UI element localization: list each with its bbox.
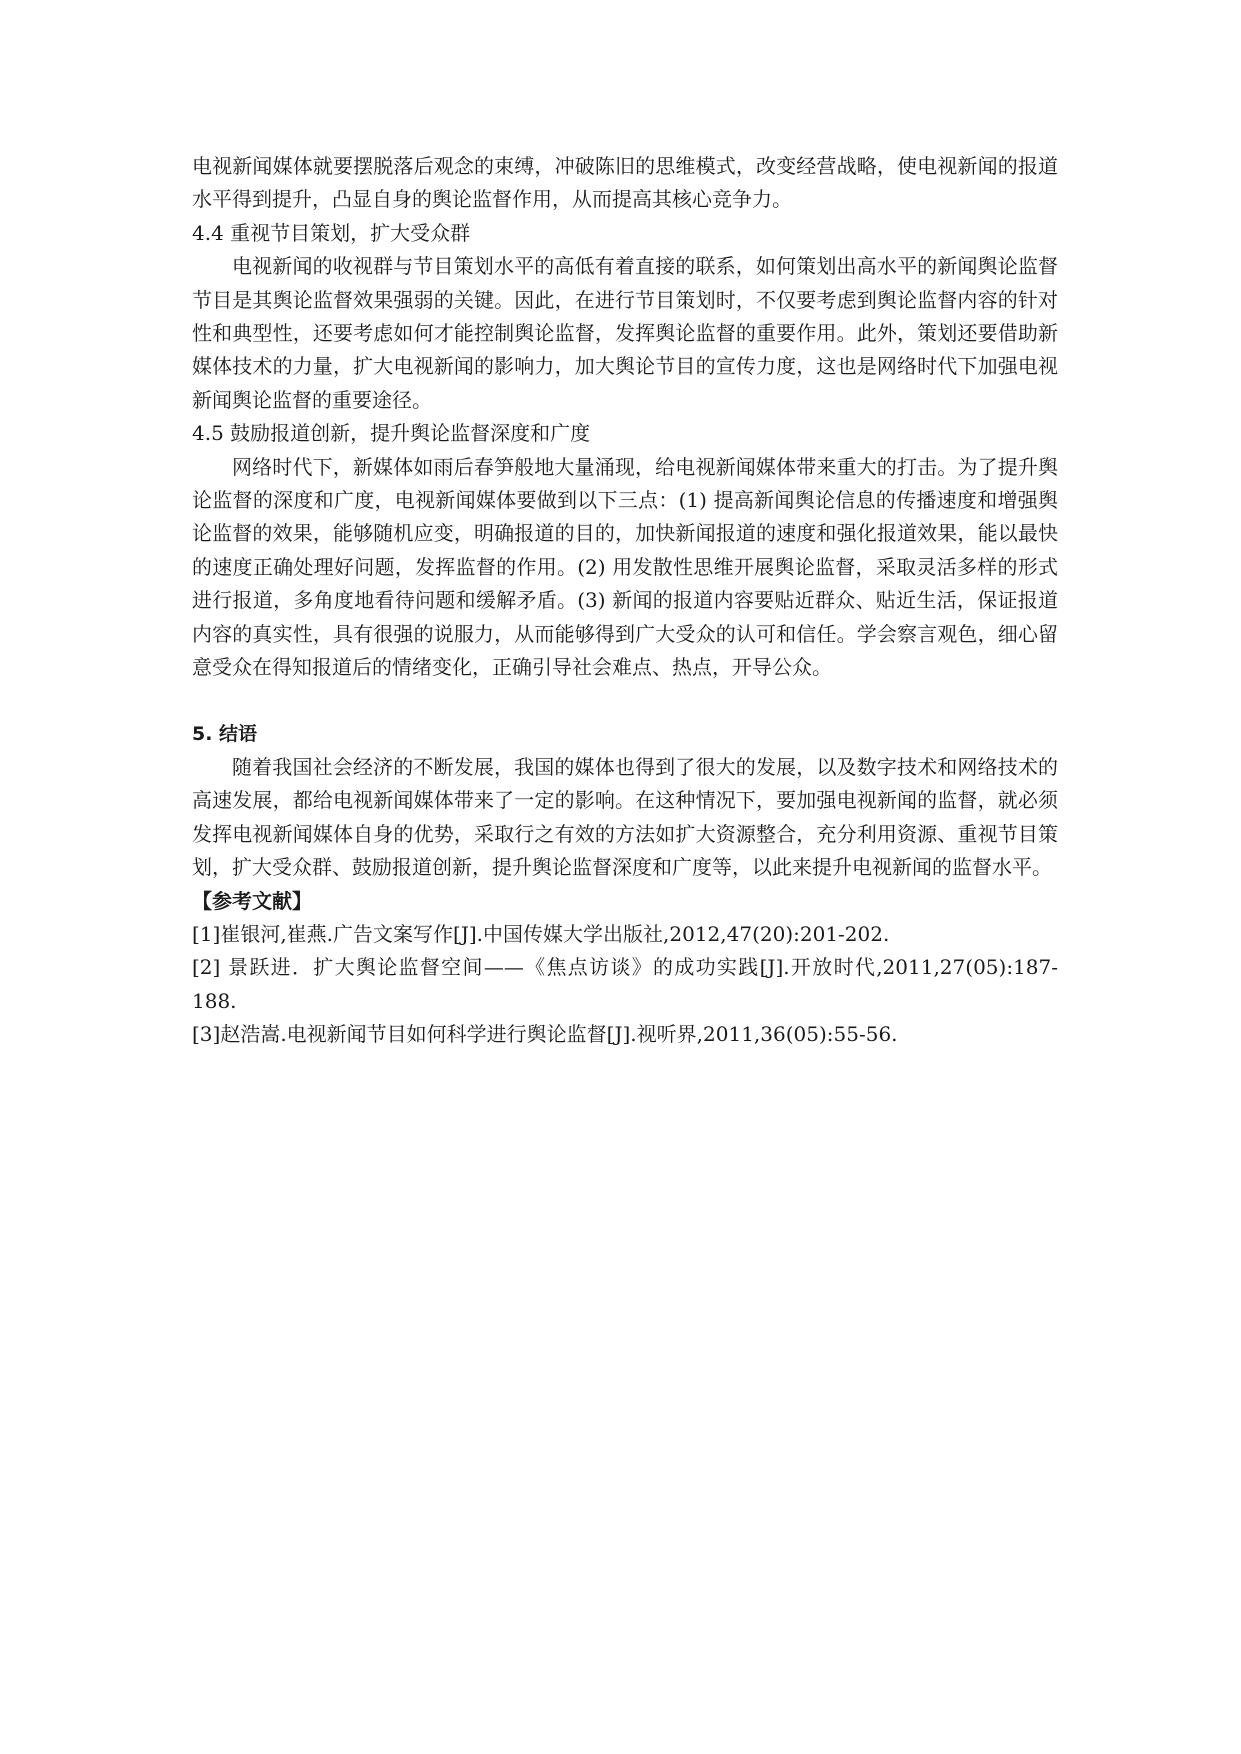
section-4-4-heading: 4.4 重视节目策划，扩大受众群 <box>192 220 471 245</box>
section-5-heading: 5. 结语 <box>192 722 258 745</box>
reference-item-1: [1]崔银河,崔燕.广告文案写作[J].中国传媒大学出版社,2012,47(20):201-202. <box>192 921 890 946</box>
section-5-paragraph: 随着我国社会经济的不断发展，我国的媒体也得到了很大的发展，以及数字技术和网络技术的高速发展，都给电视新闻媒体带来了一定的影响。在这种情况下，要加强电视新闻的监督，就必须发挥电视新闻媒体自身的优势，采取行之有效的方法如扩大资源整合，充分利用资源、重视节目策划，扩大受众群、鼓励报道创新，提升舆论监督深度和广度等，以此来提升电视新闻的监督水平。 <box>192 754 1058 880</box>
reference-item-2: [2] 景跃进．扩大舆论监督空间——《焦点访谈》的成功实践[J].开放时代,2011,27(05):187-188. <box>192 955 1058 1013</box>
references-heading: 【参考文献】 <box>192 888 312 913</box>
continuation-paragraph: 电视新闻媒体就要摆脱落后观念的束缚，冲破陈旧的思维模式，改变经营战略，使电视新闻的报道水平得到提升，凸显自身的舆论监督作用，从而提高其核心竞争力。 <box>192 154 1058 212</box>
page-content <box>192 150 1058 1052</box>
reference-item-3: [3]赵浩嵩.电视新闻节目如何科学进行舆论监督[J].视听界,2011,36(05):55-56. <box>192 1022 898 1047</box>
section-4-5-heading: 4.5 鼓励报道创新，提升舆论监督深度和广度 <box>192 421 591 446</box>
section-4-5-paragraph: 网络时代下，新媒体如雨后春笋般地大量涌现，给电视新闻媒体带来重大的打击。为了提升舆论监督的深度和广度，电视新闻媒体要做到以下三点：(1) 提高新闻舆论信息的传播速度和增强舆论监督的效果，能够随机应变，明确报道的目的，加快新闻报道的速度和强化报道效果，能以最快的速度正确处理好问题，发挥监督的作用。(2) 用发散性思维开展舆论监督，采取灵活多样的形式进行报道，多角度地看待问题和缓解矛盾。(3) 新闻的报道内容要贴近群众、贴近生活，保证报道内容的真实性，具有很强的说服力，从而能够得到广大受众的认可和信任。学会察言观色，细心留意受众在得知报道后的情绪变化，正确引导社会难点、热点，开导公众。 <box>192 454 1058 680</box>
section-4-4-paragraph: 电视新闻的收视群与节目策划水平的高低有着直接的联系，如何策划出高水平的新闻舆论监督节目是其舆论监督效果强弱的关键。因此，在进行节目策划时，不仅要考虑到舆论监督内容的针对性和典型性，还要考虑如何才能控制舆论监督，发挥舆论监督的重要作用。此外，策划还要借助新媒体技术的力量，扩大电视新闻的影响力，加大舆论节目的宣传力度，这也是网络时代下加强电视新闻舆论监督的重要途径。 <box>192 254 1058 412</box>
